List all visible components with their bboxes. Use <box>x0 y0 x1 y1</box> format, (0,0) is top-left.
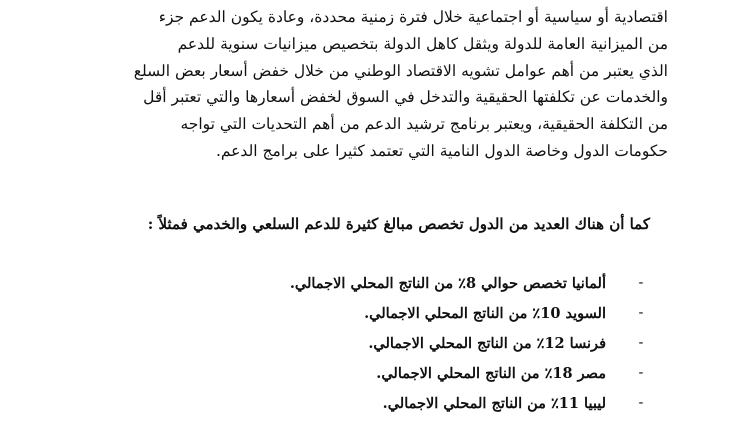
list-item-text: فرنسا 12٪ من الناتج المحلي الاجمالي. <box>368 334 606 352</box>
country-subsidy-list <box>272 268 652 418</box>
paragraph-line: من التكلفة الحقيقية، ويعتبر برنامج ترشيد الدعم من أهم التحديات التي تواجه <box>180 115 668 134</box>
list-item-text: السويد 10٪ من الناتج المحلي الاجمالي. <box>364 304 606 322</box>
list-intro: كما أن هناك العديد من الدول تخصص مبالغ كثيرة للدعم السلعي والخدمي فمثلاً : <box>147 215 650 233</box>
paragraph-line: حكومات الدول وخاصة الدول النامية التي تعتمد كثيرا على برامج الدعم. <box>215 141 668 160</box>
paragraph-line: اقتصادية أو سياسية أو اجتماعية خلال فترة زمنية محددة، وعادة يكون الدعم جزء <box>158 8 668 26</box>
list-item <box>272 358 652 388</box>
list-item-text: ألمانيا تخصص حوالي 8٪ من الناتج المحلي الاجمالي. <box>289 274 606 292</box>
bullet-dash: - <box>638 335 644 351</box>
bullet-dash: - <box>638 305 644 321</box>
list-item <box>272 268 652 298</box>
paragraph-line: من الميزانية العامة للدولة ويثقل كاهل الدولة بتخصيص ميزانيات سنوية للدعم <box>177 34 668 53</box>
list-item-text: ليبيا 11٪ من الناتج المحلي الاجمالي. <box>382 394 606 412</box>
list-item <box>272 298 652 328</box>
list-item <box>272 388 652 418</box>
bullet-dash: - <box>638 395 644 411</box>
body-paragraph <box>85 4 668 165</box>
paragraph-line: الذي يعتبر من أهم عوامل تشويه الاقتصاد الوطني من خلال خفض أسعار بعض السلع <box>133 61 668 80</box>
list-item <box>272 328 652 358</box>
paragraph-line: والخدمات عن تكلفتها الحقيقية والتدخل في السوق لخفض أسعارها والتي تعتبر أقل <box>143 88 668 107</box>
bullet-dash: - <box>638 275 644 291</box>
list-item-text: مصر 18٪ من الناتج المحلي الاجمالي. <box>376 364 606 382</box>
bullet-dash: - <box>638 365 644 381</box>
